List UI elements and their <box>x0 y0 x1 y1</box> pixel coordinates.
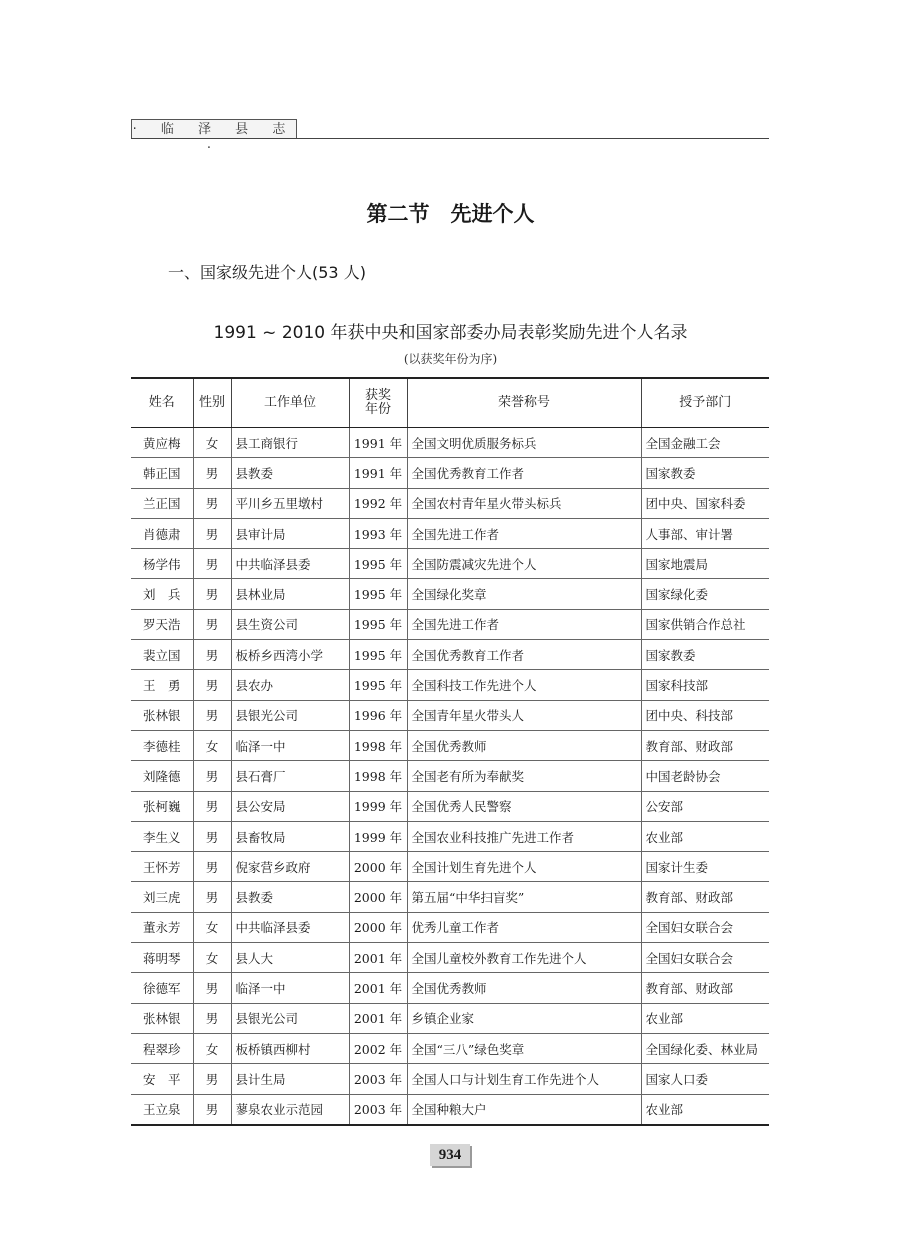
cell-workplace: 县教委 <box>231 882 349 912</box>
cell-name: 杨学伟 <box>131 549 193 579</box>
cell-name: 徐德军 <box>131 973 193 1003</box>
subsection-title: 一、国家级先进个人(53 人) <box>168 263 366 282</box>
cell-gender: 男 <box>193 640 231 670</box>
cell-honor: 全国先进工作者 <box>407 609 641 639</box>
book-title-tab: · 临 泽 县 志 · <box>131 119 297 139</box>
cell-year: 1998 年 <box>349 761 407 791</box>
cell-year: 1995 年 <box>349 609 407 639</box>
cell-workplace: 县银光公司 <box>231 1003 349 1033</box>
cell-year: 1999 年 <box>349 791 407 821</box>
cell-name: 王立泉 <box>131 1094 193 1125</box>
col-header-honor: 荣誉称号 <box>407 378 641 428</box>
cell-year: 2000 年 <box>349 882 407 912</box>
cell-year: 1999 年 <box>349 821 407 851</box>
cell-honor: 全国老有所为奉献奖 <box>407 761 641 791</box>
cell-gender: 男 <box>193 791 231 821</box>
cell-name: 王怀芳 <box>131 852 193 882</box>
cell-workplace: 县教委 <box>231 458 349 488</box>
cell-department: 全国妇女联合会 <box>641 943 769 973</box>
cell-year: 1993 年 <box>349 518 407 548</box>
cell-year: 2000 年 <box>349 912 407 942</box>
cell-year: 1991 年 <box>349 458 407 488</box>
table-row <box>131 579 769 609</box>
cell-year: 2003 年 <box>349 1094 407 1125</box>
cell-name: 肖德肃 <box>131 518 193 548</box>
cell-department: 教育部、财政部 <box>641 973 769 1003</box>
cell-honor: 全国优秀教师 <box>407 973 641 1003</box>
header-rule <box>131 138 769 139</box>
cell-name: 兰正国 <box>131 488 193 518</box>
cell-name: 张柯巍 <box>131 791 193 821</box>
cell-year: 1992 年 <box>349 488 407 518</box>
cell-name: 罗天浩 <box>131 609 193 639</box>
cell-name: 黄应梅 <box>131 428 193 458</box>
table-row <box>131 882 769 912</box>
cell-gender: 女 <box>193 912 231 942</box>
cell-department: 农业部 <box>641 821 769 851</box>
table-row <box>131 791 769 821</box>
cell-department: 国家教委 <box>641 458 769 488</box>
table-row <box>131 518 769 548</box>
cell-department: 国家教委 <box>641 640 769 670</box>
cell-name: 蒋明琴 <box>131 943 193 973</box>
col-header-name: 姓名 <box>131 378 193 428</box>
cell-gender: 男 <box>193 670 231 700</box>
cell-department: 中国老龄协会 <box>641 761 769 791</box>
cell-workplace: 县计生局 <box>231 1064 349 1094</box>
section-title: 第二节 先进个人 <box>366 202 535 226</box>
cell-name: 张林银 <box>131 1003 193 1033</box>
cell-name: 刘隆德 <box>131 761 193 791</box>
table-row <box>131 1094 769 1125</box>
cell-gender: 男 <box>193 458 231 488</box>
cell-honor: 全国优秀教育工作者 <box>407 458 641 488</box>
col-header-gender: 性别 <box>193 378 231 428</box>
cell-workplace: 县人大 <box>231 943 349 973</box>
honor-roll-table <box>131 377 769 1126</box>
cell-department: 国家绿化委 <box>641 579 769 609</box>
cell-honor: 全国人口与计划生育工作先进个人 <box>407 1064 641 1094</box>
cell-name: 王 勇 <box>131 670 193 700</box>
cell-year: 1991 年 <box>349 428 407 458</box>
cell-workplace: 中共临泽县委 <box>231 912 349 942</box>
cell-workplace: 板桥乡西湾小学 <box>231 640 349 670</box>
cell-honor: 全国文明优质服务标兵 <box>407 428 641 458</box>
cell-honor: 全国优秀教育工作者 <box>407 640 641 670</box>
cell-gender: 女 <box>193 943 231 973</box>
cell-honor: 全国优秀人民警察 <box>407 791 641 821</box>
cell-gender: 女 <box>193 730 231 760</box>
cell-workplace: 倪家营乡政府 <box>231 852 349 882</box>
table-row <box>131 1064 769 1094</box>
cell-honor: 优秀儿童工作者 <box>407 912 641 942</box>
cell-honor: 乡镇企业家 <box>407 1003 641 1033</box>
cell-department: 全国金融工会 <box>641 428 769 458</box>
cell-year: 2003 年 <box>349 1064 407 1094</box>
table-row <box>131 761 769 791</box>
cell-name: 李德桂 <box>131 730 193 760</box>
cell-gender: 男 <box>193 518 231 548</box>
cell-honor: 全国“三八”绿色奖章 <box>407 1033 641 1063</box>
cell-year: 1996 年 <box>349 700 407 730</box>
cell-name: 韩正国 <box>131 458 193 488</box>
cell-gender: 男 <box>193 1064 231 1094</box>
cell-year: 2001 年 <box>349 1003 407 1033</box>
cell-workplace: 县畜牧局 <box>231 821 349 851</box>
cell-honor: 全国科技工作先进个人 <box>407 670 641 700</box>
cell-name: 程翠珍 <box>131 1033 193 1063</box>
cell-name: 张林银 <box>131 700 193 730</box>
cell-department: 全国绿化委、林业局 <box>641 1033 769 1063</box>
cell-gender: 男 <box>193 761 231 791</box>
table-row <box>131 1003 769 1033</box>
cell-gender: 男 <box>193 579 231 609</box>
table-row <box>131 973 769 1003</box>
cell-department: 团中央、国家科委 <box>641 488 769 518</box>
cell-workplace: 县工商银行 <box>231 428 349 458</box>
cell-department: 国家供销合作总社 <box>641 609 769 639</box>
table-row <box>131 852 769 882</box>
cell-gender: 女 <box>193 428 231 458</box>
cell-department: 国家科技部 <box>641 670 769 700</box>
table-note: (以获奖年份为序) <box>403 352 498 366</box>
cell-department: 农业部 <box>641 1094 769 1125</box>
cell-workplace: 县银光公司 <box>231 700 349 730</box>
cell-year: 1995 年 <box>349 670 407 700</box>
cell-gender: 男 <box>193 1094 231 1125</box>
table-header-row <box>131 378 769 428</box>
cell-gender: 女 <box>193 1033 231 1063</box>
table-row <box>131 1033 769 1063</box>
cell-department: 全国妇女联合会 <box>641 912 769 942</box>
table-body <box>131 428 769 1125</box>
table-row <box>131 458 769 488</box>
cell-department: 教育部、财政部 <box>641 882 769 912</box>
cell-workplace: 县审计局 <box>231 518 349 548</box>
cell-department: 人事部、审计署 <box>641 518 769 548</box>
cell-workplace: 蓼泉农业示范园 <box>231 1094 349 1125</box>
cell-year: 1998 年 <box>349 730 407 760</box>
cell-workplace: 县生资公司 <box>231 609 349 639</box>
cell-department: 团中央、科技部 <box>641 700 769 730</box>
cell-honor: 全国防震减灾先进个人 <box>407 549 641 579</box>
cell-gender: 男 <box>193 700 231 730</box>
table-title: 1991 ~ 2010 年获中央和国家部委办局表彰奖励先进个人名录 <box>213 323 688 343</box>
cell-name: 裴立国 <box>131 640 193 670</box>
cell-workplace: 县石膏厂 <box>231 761 349 791</box>
cell-name: 李生义 <box>131 821 193 851</box>
cell-honor: 全国计划生育先进个人 <box>407 852 641 882</box>
cell-gender: 男 <box>193 1003 231 1033</box>
cell-gender: 男 <box>193 549 231 579</box>
table-row <box>131 428 769 458</box>
cell-honor: 全国优秀教师 <box>407 730 641 760</box>
cell-name: 刘 兵 <box>131 579 193 609</box>
cell-year: 1995 年 <box>349 549 407 579</box>
cell-honor: 全国农业科技推广先进工作者 <box>407 821 641 851</box>
cell-gender: 男 <box>193 852 231 882</box>
cell-workplace: 县农办 <box>231 670 349 700</box>
cell-year: 1995 年 <box>349 640 407 670</box>
cell-honor: 全国儿童校外教育工作先进个人 <box>407 943 641 973</box>
table-row <box>131 700 769 730</box>
cell-workplace: 县林业局 <box>231 579 349 609</box>
cell-gender: 男 <box>193 882 231 912</box>
table-row <box>131 943 769 973</box>
cell-name: 安 平 <box>131 1064 193 1094</box>
table-row <box>131 670 769 700</box>
table-row <box>131 488 769 518</box>
cell-workplace: 平川乡五里墩村 <box>231 488 349 518</box>
cell-department: 教育部、财政部 <box>641 730 769 760</box>
table-row <box>131 730 769 760</box>
cell-honor: 全国农村青年星火带头标兵 <box>407 488 641 518</box>
col-header-year <box>349 378 407 428</box>
cell-gender: 男 <box>193 609 231 639</box>
cell-workplace: 县公安局 <box>231 791 349 821</box>
cell-gender: 男 <box>193 488 231 518</box>
cell-department: 农业部 <box>641 1003 769 1033</box>
cell-department: 国家计生委 <box>641 852 769 882</box>
table-row <box>131 609 769 639</box>
cell-name: 刘三虎 <box>131 882 193 912</box>
cell-honor: 全国青年星火带头人 <box>407 700 641 730</box>
cell-year: 1995 年 <box>349 579 407 609</box>
cell-gender: 男 <box>193 821 231 851</box>
cell-name: 董永芳 <box>131 912 193 942</box>
table-row <box>131 640 769 670</box>
table-row <box>131 821 769 851</box>
page-number: 934 <box>430 1144 470 1166</box>
cell-year: 2000 年 <box>349 852 407 882</box>
cell-year: 2002 年 <box>349 1033 407 1063</box>
col-header-workplace: 工作单位 <box>231 378 349 428</box>
cell-department: 国家地震局 <box>641 549 769 579</box>
cell-honor: 全国绿化奖章 <box>407 579 641 609</box>
col-header-year-label: 获奖年份 <box>364 388 391 417</box>
cell-workplace: 中共临泽县委 <box>231 549 349 579</box>
cell-workplace: 临泽一中 <box>231 730 349 760</box>
cell-workplace: 板桥镇西柳村 <box>231 1033 349 1063</box>
cell-gender: 男 <box>193 973 231 1003</box>
cell-year: 2001 年 <box>349 973 407 1003</box>
cell-year: 2001 年 <box>349 943 407 973</box>
cell-department: 公安部 <box>641 791 769 821</box>
cell-honor: 全国种粮大户 <box>407 1094 641 1125</box>
cell-honor: 全国先进工作者 <box>407 518 641 548</box>
table-row <box>131 912 769 942</box>
cell-department: 国家人口委 <box>641 1064 769 1094</box>
cell-workplace: 临泽一中 <box>231 973 349 1003</box>
cell-honor: 第五届“中华扫盲奖” <box>407 882 641 912</box>
col-header-department: 授予部门 <box>641 378 769 428</box>
table-row <box>131 549 769 579</box>
